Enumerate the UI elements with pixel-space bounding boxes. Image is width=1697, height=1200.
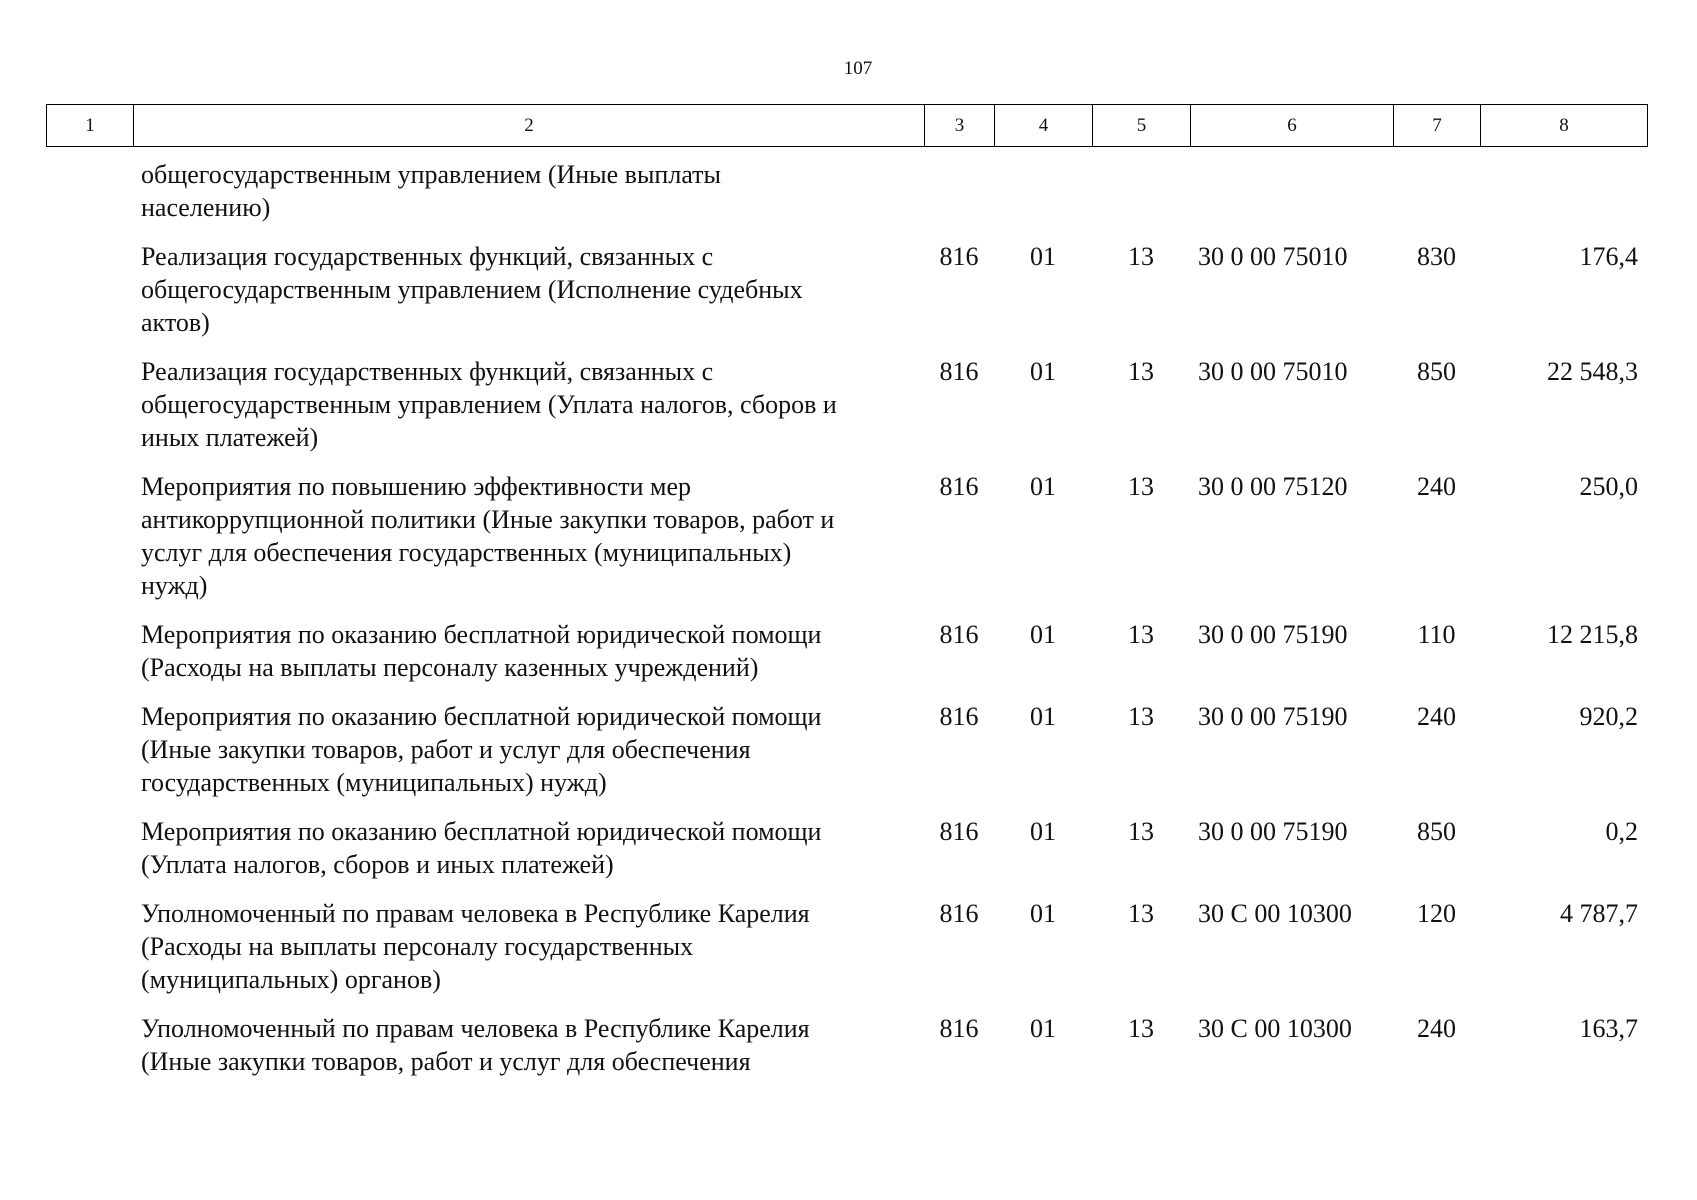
description-line: общегосударственным управлением (Исполнение судебных: [141, 275, 803, 304]
description-line: Мероприятия по повышению эффективности мер: [141, 472, 692, 501]
target-article-cell: 30 0 00 75190: [1198, 817, 1348, 846]
section-cell: 01: [1030, 1014, 1056, 1043]
subsection-cell: 13: [1128, 1014, 1154, 1043]
amount-cell: 22 548,3: [1547, 357, 1638, 386]
description-line: нужд): [141, 571, 208, 600]
row-number-cell: [46, 1012, 133, 1078]
amount-cell: 163,7: [1579, 1014, 1638, 1043]
description-line: (Иные закупки товаров, работ и услуг для обеспечения: [141, 1047, 751, 1076]
description-line: (Иные закупки товаров, работ и услуг для обеспечения: [141, 735, 751, 764]
table-row: [46, 158, 1647, 224]
table-row: [46, 355, 1647, 454]
table-row: [46, 1012, 1647, 1078]
row-number-cell: [46, 355, 133, 454]
target-article-cell: 30 0 00 75010: [1198, 242, 1348, 271]
description-line: Уполномоченный по правам человека в Республике Карелия: [141, 899, 810, 928]
description-cell: [133, 240, 924, 339]
table-row: [46, 240, 1647, 339]
subsection-cell: 13: [1128, 472, 1154, 501]
expense-type-cell: 850: [1417, 357, 1456, 386]
target-article-cell: [1190, 158, 1393, 224]
description-cell: [133, 1012, 924, 1078]
table-row: [46, 470, 1647, 602]
section-cell: 01: [1030, 620, 1056, 649]
ministry-code-cell: 816: [939, 242, 979, 271]
expense-type-cell: 240: [1417, 1014, 1456, 1043]
column-header-1: 1: [47, 105, 134, 147]
table-row: [46, 815, 1647, 881]
description-cell: [133, 158, 924, 224]
column-header-2: 2: [134, 105, 925, 147]
description-line: антикоррупционной политики (Иные закупки товаров, работ и: [141, 505, 835, 534]
ministry-code-cell: [924, 158, 994, 224]
description-line: (Уплата налогов, сборов и иных платежей): [141, 850, 614, 879]
subsection-cell: 13: [1128, 357, 1154, 386]
section-cell: 01: [1030, 899, 1056, 928]
target-article-cell: 30 0 00 75010: [1198, 357, 1348, 386]
description-line: Мероприятия по оказанию бесплатной юридической помощи: [141, 817, 822, 846]
expense-type-cell: [1393, 158, 1480, 224]
amount-cell: 4 787,7: [1560, 899, 1638, 928]
description-line: общегосударственным управлением (Иные выплаты: [141, 160, 722, 189]
amount-cell: 176,4: [1579, 242, 1638, 271]
expense-type-cell: 850: [1417, 817, 1456, 846]
description-line: услуг для обеспечения государственных (муниципальных): [141, 538, 792, 567]
ministry-code-cell: 816: [939, 817, 979, 846]
section-cell: 01: [1030, 817, 1056, 846]
amount-cell: 12 215,8: [1547, 620, 1638, 649]
description-cell: [133, 815, 924, 881]
row-number-cell: [46, 618, 133, 684]
target-article-cell: 30 0 00 75190: [1198, 702, 1348, 731]
description-cell: [133, 470, 924, 602]
section-cell: 01: [1030, 242, 1056, 271]
description-line: государственных (муниципальных) нужд): [141, 768, 607, 797]
amount-cell: [1480, 158, 1647, 224]
description-line: иных платежей): [141, 423, 319, 452]
subsection-cell: 13: [1128, 702, 1154, 731]
expense-type-cell: 110: [1417, 620, 1456, 649]
subsection-cell: [1092, 158, 1190, 224]
description-line: Мероприятия по оказанию бесплатной юридической помощи: [141, 702, 822, 731]
description-cell: [133, 897, 924, 996]
column-header-6: 6: [1191, 105, 1394, 147]
ministry-code-cell: 816: [939, 357, 979, 386]
row-number-cell: [46, 470, 133, 602]
section-cell: 01: [1030, 357, 1056, 386]
table-row: [46, 700, 1647, 799]
target-article-cell: 30 С 00 10300: [1198, 899, 1352, 928]
section-cell: 01: [1030, 472, 1056, 501]
expense-type-cell: 120: [1417, 899, 1456, 928]
description-line: Уполномоченный по правам человека в Республике Карелия: [141, 1014, 810, 1043]
description-line: общегосударственным управлением (Уплата налогов, сборов и: [141, 390, 837, 419]
column-header-7: 7: [1394, 105, 1481, 147]
description-line: (Расходы на выплаты персоналу государственных: [141, 932, 694, 961]
description-cell: [133, 355, 924, 454]
description-line: (Расходы на выплаты персоналу казенных учреждений): [141, 653, 759, 682]
subsection-cell: 13: [1128, 242, 1154, 271]
subsection-cell: 13: [1128, 817, 1154, 846]
subsection-cell: 13: [1128, 899, 1154, 928]
amount-cell: 920,2: [1579, 702, 1638, 731]
target-article-cell: 30 С 00 10300: [1198, 1014, 1352, 1043]
description-line: Реализация государственных функций, связанных с: [141, 357, 714, 386]
column-header-4: 4: [995, 105, 1093, 147]
ministry-code-cell: 816: [939, 620, 979, 649]
ministry-code-cell: 816: [939, 899, 979, 928]
description-cell: [133, 700, 924, 799]
description-line: актов): [141, 308, 210, 337]
section-cell: [994, 158, 1092, 224]
description-line: (муниципальных) органов): [141, 965, 441, 994]
table-row: [46, 618, 1647, 684]
column-header-row: [46, 104, 1648, 147]
row-number-cell: [46, 897, 133, 996]
expense-type-cell: 830: [1417, 242, 1456, 271]
row-number-cell: [46, 700, 133, 799]
section-cell: 01: [1030, 702, 1056, 731]
ministry-code-cell: 816: [939, 472, 979, 501]
page-number: 107: [843, 58, 873, 79]
row-number-cell: [46, 240, 133, 339]
amount-cell: 250,0: [1579, 472, 1638, 501]
subsection-cell: 13: [1128, 620, 1154, 649]
budget-rows: [46, 158, 1647, 1094]
column-header-8: 8: [1481, 105, 1648, 147]
target-article-cell: 30 0 00 75120: [1198, 472, 1348, 501]
column-header-3: 3: [925, 105, 995, 147]
amount-cell: 0,2: [1605, 817, 1638, 846]
row-number-cell: [46, 815, 133, 881]
description-line: Мероприятия по оказанию бесплатной юридической помощи: [141, 620, 822, 649]
row-number-cell: [46, 158, 133, 224]
expense-type-cell: 240: [1417, 702, 1456, 731]
description-line: Реализация государственных функций, связанных с: [141, 242, 714, 271]
expense-type-cell: 240: [1417, 472, 1456, 501]
description-line: населению): [141, 193, 271, 222]
table-row: [46, 897, 1647, 996]
ministry-code-cell: 816: [939, 702, 979, 731]
target-article-cell: 30 0 00 75190: [1198, 620, 1348, 649]
column-header-5: 5: [1093, 105, 1191, 147]
description-cell: [133, 618, 924, 684]
ministry-code-cell: 816: [939, 1014, 979, 1043]
